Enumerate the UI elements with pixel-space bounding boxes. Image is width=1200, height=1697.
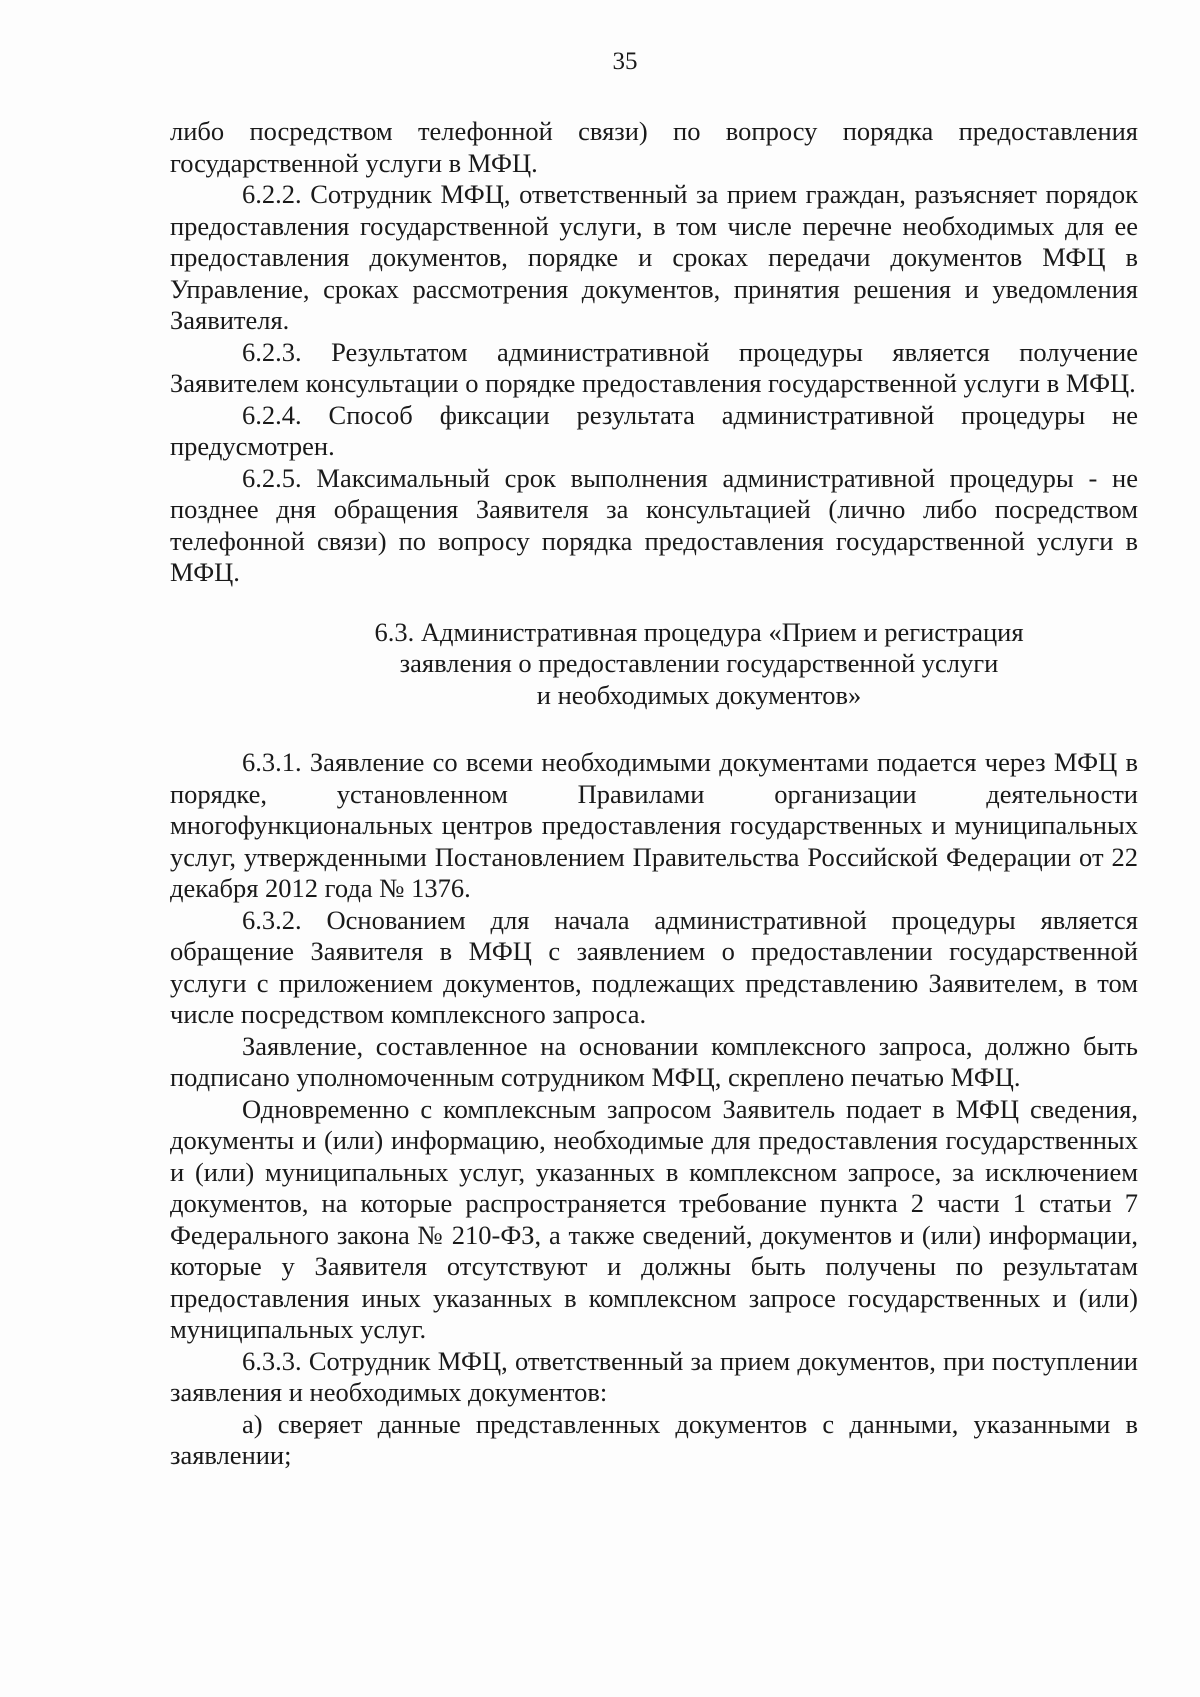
- paragraph-6-3-3-a: а) сверяет данные представленных документов с данными, указанными в заявлении;: [170, 1408, 1138, 1470]
- page-number: 35: [612, 48, 638, 75]
- paragraph-complex-request-documents: Одновременно с комплексным запросом Заявитель подает в МФЦ сведения, документы и (или) информацию, необходимые для предоставления государственных и (или) муниципальных услуг, указанных в комплексном запросе, за исключением документов, на которые распространяется требование пункта 2 части 1 статьи 7 Федерального закона № 210-ФЗ, а также сведений, документов и (или) информации, которые у Заявителя отсутствуют и должны быть получены по результатам предоставления иных указанных в комплексном запросе государственных и (или) муниципальных услуг.: [170, 1093, 1138, 1344]
- paragraph-6-2-5: 6.2.5. Максимальный срок выполнения административной процедуры - не позднее дня обращения Заявителя за консультацией (лично либо посредством телефонной связи) по вопросу порядка предоставления государственной услуги в МФЦ.: [170, 462, 1138, 587]
- heading-line: заявления о предоставлении государственной услуги: [399, 648, 999, 678]
- paragraph-6-2-3: 6.2.3. Результатом административной процедуры является получение Заявителем консультации о порядке предоставления государственной услуги в МФЦ.: [170, 336, 1138, 398]
- section-heading-6-3: [170, 617, 1138, 712]
- document-body: [170, 116, 1138, 1472]
- paragraph-6-2-2: 6.2.2. Сотрудник МФЦ, ответственный за прием граждан, разъясняет порядок предоставления государственной услуги, в том числе перечне необходимых для ее предоставления документов, порядке и сроках передачи документов МФЦ в Управление, сроках рассмотрения документов, принятия решения и уведомления Заявителя.: [170, 179, 1138, 335]
- paragraph-6-3-2: 6.3.2. Основанием для начала административной процедуры является обращение Заявителя в МФЦ с заявлением о предоставлении государственной услуги с приложением документов, подлежащих представлению Заявителем, в том числе посредством комплексного запроса.: [170, 904, 1138, 1029]
- paragraph-6-3-1: 6.3.1. Заявление со всеми необходимыми документами подается через МФЦ в порядке, установленном Правилами организации деятельности многофункциональных центров предоставления государственных и муниципальных услуг, утвержденными Постановлением Правительства Российской Федерации от 22 декабря 2012 года № 1376.: [170, 747, 1138, 903]
- heading-line: и необходимых документов»: [536, 679, 862, 710]
- paragraph-6-2-4: 6.2.4. Способ фиксации результата административной процедуры не предусмотрен.: [170, 399, 1138, 461]
- paragraph-6-2-1-continuation: либо посредством телефонной связи) по вопросу порядка предоставления государственной услуги в МФЦ.: [170, 116, 1138, 178]
- paragraph-6-3-3: 6.3.3. Сотрудник МФЦ, ответственный за прием документов, при поступлении заявления и необходимых документов:: [170, 1345, 1138, 1407]
- heading-line: 6.3. Административная процедура «Прием и регистрация: [374, 616, 1024, 647]
- paragraph-complex-request-signature: Заявление, составленное на основании комплексного запроса, должно быть подписано уполномоченным сотрудником МФЦ, скреплено печатью МФЦ.: [170, 1030, 1138, 1092]
